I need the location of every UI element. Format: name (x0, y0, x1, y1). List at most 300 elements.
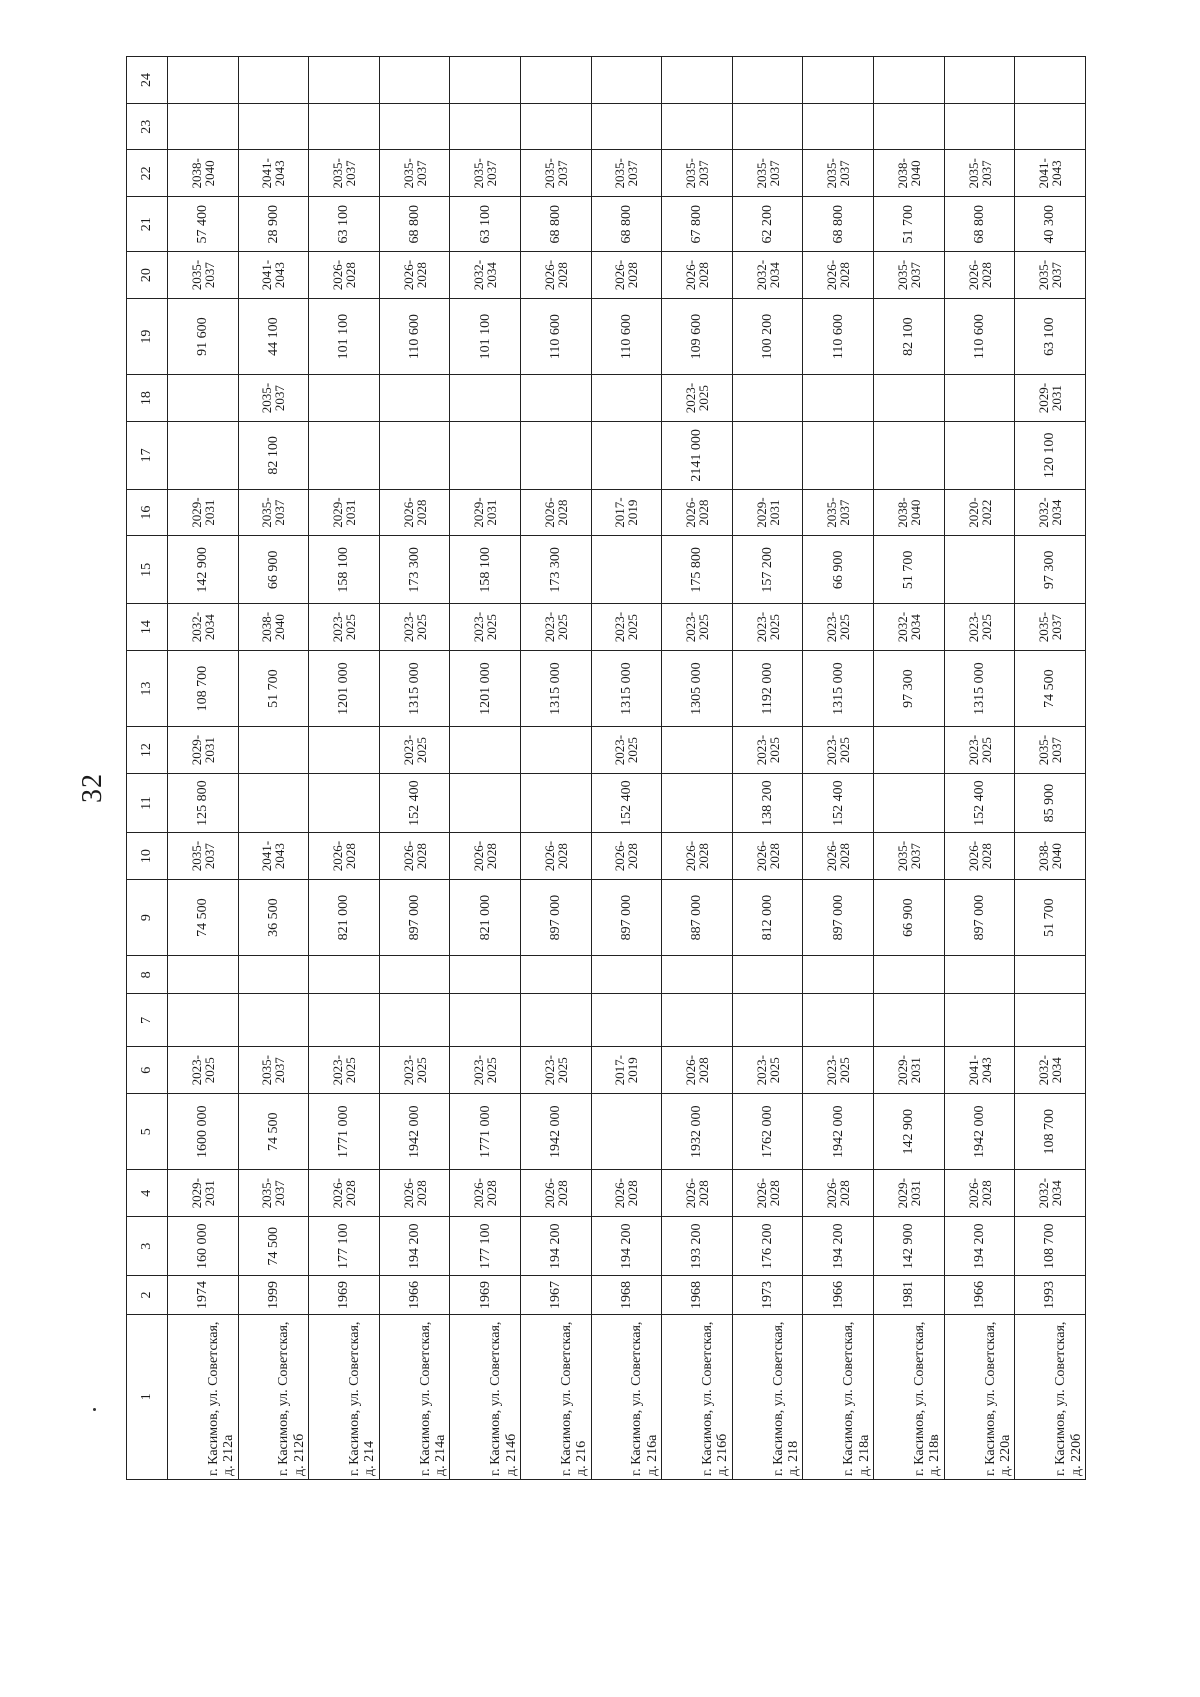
table-cell (944, 536, 1015, 604)
table-cell: 173 300 (379, 536, 450, 604)
table-cell: 897 000 (379, 879, 450, 955)
table-cell: 2029-2031 (874, 1170, 945, 1217)
column-header: 1 (127, 1314, 168, 1479)
table-cell: 1932 000 (662, 1094, 733, 1170)
table-cell: 2026-2028 (521, 252, 592, 299)
table-cell (168, 994, 239, 1047)
table-cell: 2026-2028 (591, 1170, 662, 1217)
table-cell (379, 375, 450, 422)
table-cell: 110 600 (379, 298, 450, 374)
header-row (127, 57, 168, 1480)
table-cell (450, 375, 521, 422)
table-row (1015, 57, 1086, 1480)
table-cell: 194 200 (379, 1217, 450, 1276)
table-row (450, 57, 521, 1480)
table-cell: 2035-2037 (238, 1047, 309, 1094)
table-cell: 66 900 (238, 536, 309, 604)
address-cell: г. Касимов, ул. Советская, д. 212а (168, 1314, 239, 1479)
table-cell: 82 100 (874, 298, 945, 374)
table-cell (591, 1094, 662, 1170)
table-cell: 2029-2031 (1015, 375, 1086, 422)
table-cell: 2026-2028 (803, 1170, 874, 1217)
table-cell (1015, 956, 1086, 994)
table-cell: 68 800 (591, 197, 662, 252)
table-cell: 2026-2028 (379, 1170, 450, 1217)
table-cell: 157 200 (732, 536, 803, 604)
table-cell: 158 100 (309, 536, 380, 604)
table-cell (662, 994, 733, 1047)
column-header: 19 (127, 298, 168, 374)
table-cell: 2026-2028 (450, 833, 521, 880)
table-cell: 2029-2031 (168, 727, 239, 774)
column-header: 18 (127, 375, 168, 422)
column-header: 6 (127, 1047, 168, 1094)
table-cell: 2023-2025 (803, 727, 874, 774)
table-cell: 2032-2034 (732, 252, 803, 299)
table-cell: 2023-2025 (662, 375, 733, 422)
table-cell: 1771 000 (309, 1094, 380, 1170)
table-cell: 108 700 (168, 650, 239, 726)
table-cell (591, 536, 662, 604)
table-cell: 2026-2028 (309, 1170, 380, 1217)
table-cell: 1942 000 (803, 1094, 874, 1170)
table-row (168, 57, 239, 1480)
table-cell: 108 700 (1015, 1094, 1086, 1170)
table-cell (309, 57, 380, 104)
table-cell: 2032-2034 (874, 604, 945, 651)
table-cell: 74 500 (1015, 650, 1086, 726)
table-cell (944, 375, 1015, 422)
table-cell: 1771 000 (450, 1094, 521, 1170)
table-cell (944, 994, 1015, 1047)
table-cell: 2020-2022 (944, 489, 1015, 536)
table-cell (521, 956, 592, 994)
table-cell: 2026-2028 (732, 1170, 803, 1217)
table-cell: 1981 (874, 1276, 945, 1314)
table-cell: 97 300 (874, 650, 945, 726)
table-cell: 67 800 (662, 197, 733, 252)
column-header: 5 (127, 1094, 168, 1170)
table-cell: 2029-2031 (732, 489, 803, 536)
address-cell: г. Касимов, ул. Советская, д. 218в (874, 1314, 945, 1479)
table-cell: 176 200 (732, 1217, 803, 1276)
table-cell: 2038-2040 (874, 150, 945, 197)
table-cell: 68 800 (379, 197, 450, 252)
table-cell: 63 100 (1015, 298, 1086, 374)
table-cell: 2035-2037 (168, 833, 239, 880)
table-cell: 2026-2028 (591, 833, 662, 880)
table-cell (944, 956, 1015, 994)
table-cell (874, 773, 945, 832)
table-cell: 1942 000 (521, 1094, 592, 1170)
table-cell: 2023-2025 (379, 1047, 450, 1094)
table-cell: 2023-2025 (168, 1047, 239, 1094)
table-cell (238, 727, 309, 774)
table-cell: 2035-2037 (238, 375, 309, 422)
table-cell: 2026-2028 (379, 252, 450, 299)
table-cell: 1201 000 (309, 650, 380, 726)
table-cell: 110 600 (521, 298, 592, 374)
table-cell: 2023-2025 (591, 604, 662, 651)
table-cell (379, 994, 450, 1047)
table-cell: 97 300 (1015, 536, 1086, 604)
table-cell (803, 375, 874, 422)
table-cell (591, 421, 662, 489)
table-cell: 63 100 (450, 197, 521, 252)
table-cell: 2035-2037 (1015, 252, 1086, 299)
table-cell: 152 400 (944, 773, 1015, 832)
table-cell: 2023-2025 (521, 1047, 592, 1094)
table-cell: 2026-2028 (803, 252, 874, 299)
table-cell: 2041-2043 (1015, 150, 1086, 197)
table-cell (591, 57, 662, 104)
table-cell: 100 200 (732, 298, 803, 374)
table-cell (662, 727, 733, 774)
table-cell (379, 57, 450, 104)
table-cell: 2035-2037 (521, 150, 592, 197)
table-cell: 2029-2031 (450, 489, 521, 536)
table-row (874, 57, 945, 1480)
table-cell: 82 100 (238, 421, 309, 489)
table-cell: 2026-2028 (803, 833, 874, 880)
table-row (379, 57, 450, 1480)
table-cell: 110 600 (591, 298, 662, 374)
table-cell: 120 100 (1015, 421, 1086, 489)
column-header: 22 (127, 150, 168, 197)
table-cell: 2035-2037 (803, 489, 874, 536)
table-cell: 2026-2028 (521, 833, 592, 880)
table-cell: 2038-2040 (168, 150, 239, 197)
address-cell: г. Касимов, ул. Советская, д. 220б (1015, 1314, 1086, 1479)
table-cell: 1973 (732, 1276, 803, 1314)
table-cell: 2026-2028 (662, 833, 733, 880)
table-cell (662, 956, 733, 994)
table-cell: 2026-2028 (944, 252, 1015, 299)
table-cell: 2026-2028 (309, 252, 380, 299)
table-cell: 160 000 (168, 1217, 239, 1276)
table-cell: 897 000 (521, 879, 592, 955)
address-cell: г. Касимов, ул. Советская, д. 216 (521, 1314, 592, 1479)
table-cell: 74 500 (238, 1094, 309, 1170)
table-cell: 152 400 (591, 773, 662, 832)
table-cell: 2035-2037 (309, 150, 380, 197)
table-cell: 2023-2025 (379, 727, 450, 774)
table-cell (874, 994, 945, 1047)
column-header: 24 (127, 57, 168, 104)
table-cell: 193 200 (662, 1217, 733, 1276)
table-cell: 51 700 (1015, 879, 1086, 955)
table-cell: 2026-2028 (379, 833, 450, 880)
table-cell: 2023-2025 (450, 1047, 521, 1094)
table-cell: 109 600 (662, 298, 733, 374)
table-cell: 2026-2028 (309, 833, 380, 880)
table-cell: 1315 000 (803, 650, 874, 726)
table-cell (379, 956, 450, 994)
table-row (732, 57, 803, 1480)
table-cell: 51 700 (874, 197, 945, 252)
column-header: 15 (127, 536, 168, 604)
column-header: 23 (127, 103, 168, 150)
table-cell: 2032-2034 (450, 252, 521, 299)
table-cell: 1966 (379, 1276, 450, 1314)
table-cell: 44 100 (238, 298, 309, 374)
table-cell: 2038-2040 (238, 604, 309, 651)
table-cell (944, 57, 1015, 104)
table-cell: 2032-2034 (168, 604, 239, 651)
table-cell (238, 994, 309, 1047)
table-cell: 68 800 (521, 197, 592, 252)
table-cell: 2023-2025 (450, 604, 521, 651)
table-cell: 66 900 (874, 879, 945, 955)
table-cell (309, 727, 380, 774)
table-cell: 2026-2028 (944, 833, 1015, 880)
table-cell (309, 421, 380, 489)
table-cell (521, 994, 592, 1047)
table-cell: 74 500 (168, 879, 239, 955)
table-cell (521, 773, 592, 832)
table-cell (874, 103, 945, 150)
table-cell: 2035-2037 (168, 252, 239, 299)
table-cell (1015, 994, 1086, 1047)
table-cell (874, 421, 945, 489)
table-cell: 1315 000 (944, 650, 1015, 726)
column-header: 12 (127, 727, 168, 774)
table-cell: 142 900 (874, 1217, 945, 1276)
table-cell (379, 421, 450, 489)
table-cell (521, 375, 592, 422)
column-header: 3 (127, 1217, 168, 1276)
table-cell: 897 000 (803, 879, 874, 955)
table-cell: 2032-2034 (1015, 489, 1086, 536)
table-cell (238, 103, 309, 150)
table-cell: 2026-2028 (591, 252, 662, 299)
table-cell: 51 700 (238, 650, 309, 726)
table-cell: 101 100 (309, 298, 380, 374)
table-cell: 2023-2025 (309, 604, 380, 651)
rotated-table-canvas (126, 56, 1086, 1480)
table-cell: 74 500 (238, 1217, 309, 1276)
table-cell: 887 000 (662, 879, 733, 955)
table-cell (591, 994, 662, 1047)
table-cell: 1315 000 (591, 650, 662, 726)
table-cell: 51 700 (874, 536, 945, 604)
column-header: 21 (127, 197, 168, 252)
table-cell: 2032-2034 (1015, 1170, 1086, 1217)
table-cell (168, 375, 239, 422)
table-cell (732, 103, 803, 150)
table-cell: 2023-2025 (732, 727, 803, 774)
table-cell: 1974 (168, 1276, 239, 1314)
column-header: 4 (127, 1170, 168, 1217)
table-cell (732, 994, 803, 1047)
table-cell (168, 421, 239, 489)
table-cell: 2041-2043 (238, 150, 309, 197)
column-header: 20 (127, 252, 168, 299)
table-cell: 2035-2037 (1015, 727, 1086, 774)
table-cell: 158 100 (450, 536, 521, 604)
table-cell: 2026-2028 (944, 1170, 1015, 1217)
table-cell: 2023-2025 (521, 604, 592, 651)
table-cell: 2029-2031 (874, 1047, 945, 1094)
table-row (309, 57, 380, 1480)
table-cell (803, 57, 874, 104)
table-cell: 2035-2037 (662, 150, 733, 197)
table-cell: 2035-2037 (874, 833, 945, 880)
table-cell (309, 773, 380, 832)
table-cell: 2026-2028 (521, 1170, 592, 1217)
table-cell: 2026-2028 (662, 489, 733, 536)
rotated-table-frame (126, 56, 1086, 1480)
table-cell (450, 421, 521, 489)
table-cell (662, 773, 733, 832)
table-cell: 2026-2028 (521, 489, 592, 536)
table-cell (521, 421, 592, 489)
table-row (662, 57, 733, 1480)
table-cell: 2035-2037 (238, 1170, 309, 1217)
table-cell: 1968 (591, 1276, 662, 1314)
table-cell: 2026-2028 (662, 1170, 733, 1217)
table-cell: 2026-2028 (662, 252, 733, 299)
table-cell: 40 300 (1015, 197, 1086, 252)
table-cell: 821 000 (450, 879, 521, 955)
table-cell: 85 900 (1015, 773, 1086, 832)
table-cell: 2023-2025 (732, 604, 803, 651)
table-cell (238, 956, 309, 994)
table-cell (803, 994, 874, 1047)
table-cell (309, 956, 380, 994)
table-cell: 177 100 (309, 1217, 380, 1276)
table-cell: 110 600 (944, 298, 1015, 374)
table-cell (874, 57, 945, 104)
column-header: 8 (127, 956, 168, 994)
table-cell: 110 600 (803, 298, 874, 374)
table-cell: 821 000 (309, 879, 380, 955)
table-cell: 2032-2034 (1015, 1047, 1086, 1094)
table-cell: 2035-2037 (1015, 604, 1086, 651)
address-cell: г. Касимов, ул. Советская, д. 218 (732, 1314, 803, 1479)
table-cell: 2041-2043 (238, 252, 309, 299)
table-cell (168, 57, 239, 104)
table-cell: 2035-2037 (732, 150, 803, 197)
address-cell: г. Касимов, ул. Советская, д. 216а (591, 1314, 662, 1479)
table-cell (803, 103, 874, 150)
table-cell (450, 773, 521, 832)
table-cell: 108 700 (1015, 1217, 1086, 1276)
table-cell: 63 100 (309, 197, 380, 252)
table-cell (521, 57, 592, 104)
table-cell (732, 421, 803, 489)
table-cell: 101 100 (450, 298, 521, 374)
table-cell: 1942 000 (379, 1094, 450, 1170)
column-header: 14 (127, 604, 168, 651)
table-cell (521, 103, 592, 150)
table-cell: 1999 (238, 1276, 309, 1314)
table-cell (1015, 57, 1086, 104)
table-cell: 1315 000 (521, 650, 592, 726)
table-cell: 2026-2028 (379, 489, 450, 536)
table-cell: 194 200 (521, 1217, 592, 1276)
table-cell (168, 956, 239, 994)
table-cell: 2023-2025 (732, 1047, 803, 1094)
table-cell (662, 57, 733, 104)
table-cell: 2023-2025 (591, 727, 662, 774)
table-cell: 2029-2031 (168, 489, 239, 536)
table-cell: 36 500 (238, 879, 309, 955)
address-cell: г. Касимов, ул. Советская, д. 214а (379, 1314, 450, 1479)
table-cell (1015, 103, 1086, 150)
table-cell (803, 421, 874, 489)
table-cell (732, 956, 803, 994)
table-cell: 897 000 (944, 879, 1015, 955)
table-cell: 2141 000 (662, 421, 733, 489)
table-cell: 194 200 (591, 1217, 662, 1276)
table-cell: 2041-2043 (944, 1047, 1015, 1094)
table-cell: 1969 (309, 1276, 380, 1314)
table-cell: 2029-2031 (168, 1170, 239, 1217)
table-cell: 2035-2037 (591, 150, 662, 197)
table-cell: 1968 (662, 1276, 733, 1314)
table-cell: 2026-2028 (450, 1170, 521, 1217)
table-cell: 1600 000 (168, 1094, 239, 1170)
table-cell: 152 400 (803, 773, 874, 832)
table-cell (944, 421, 1015, 489)
table-cell (803, 956, 874, 994)
table-cell: 152 400 (379, 773, 450, 832)
table-cell (450, 994, 521, 1047)
address-cell: г. Касимов, ул. Советская, д. 214б (450, 1314, 521, 1479)
table-cell (732, 375, 803, 422)
column-header: 7 (127, 994, 168, 1047)
table-cell: 91 600 (168, 298, 239, 374)
table-cell: 2023-2025 (944, 727, 1015, 774)
column-header: 13 (127, 650, 168, 726)
column-header: 10 (127, 833, 168, 880)
table-cell: 1993 (1015, 1276, 1086, 1314)
table-cell: 177 100 (450, 1217, 521, 1276)
table-cell (238, 57, 309, 104)
table-row (238, 57, 309, 1480)
table-cell (168, 103, 239, 150)
table-cell: 175 800 (662, 536, 733, 604)
table-cell: 2035-2037 (803, 150, 874, 197)
table-cell: 2035-2037 (379, 150, 450, 197)
table-cell (238, 773, 309, 832)
table-cell: 138 200 (732, 773, 803, 832)
table-cell: 194 200 (944, 1217, 1015, 1276)
table-cell: 2029-2031 (309, 489, 380, 536)
table-cell (379, 103, 450, 150)
table-cell: 2023-2025 (944, 604, 1015, 651)
address-cell: г. Касимов, ул. Советская, д. 218а (803, 1314, 874, 1479)
column-header: 2 (127, 1276, 168, 1314)
table-row (944, 57, 1015, 1480)
table-cell: 62 200 (732, 197, 803, 252)
table-cell: 2017-2019 (591, 1047, 662, 1094)
table-cell (732, 57, 803, 104)
table-cell: 1315 000 (379, 650, 450, 726)
table-cell: 2017-2019 (591, 489, 662, 536)
table-cell: 1942 000 (944, 1094, 1015, 1170)
table-cell: 2023-2025 (662, 604, 733, 651)
repair-schedule-table (126, 56, 1086, 1480)
table-cell: 125 800 (168, 773, 239, 832)
table-cell: 68 800 (944, 197, 1015, 252)
address-cell: г. Касимов, ул. Советская, д. 220а (944, 1314, 1015, 1479)
address-cell: г. Касимов, ул. Советская, д. 212б (238, 1314, 309, 1479)
table-cell: 2023-2025 (379, 604, 450, 651)
table-cell: 2023-2025 (803, 604, 874, 651)
table-cell (309, 103, 380, 150)
